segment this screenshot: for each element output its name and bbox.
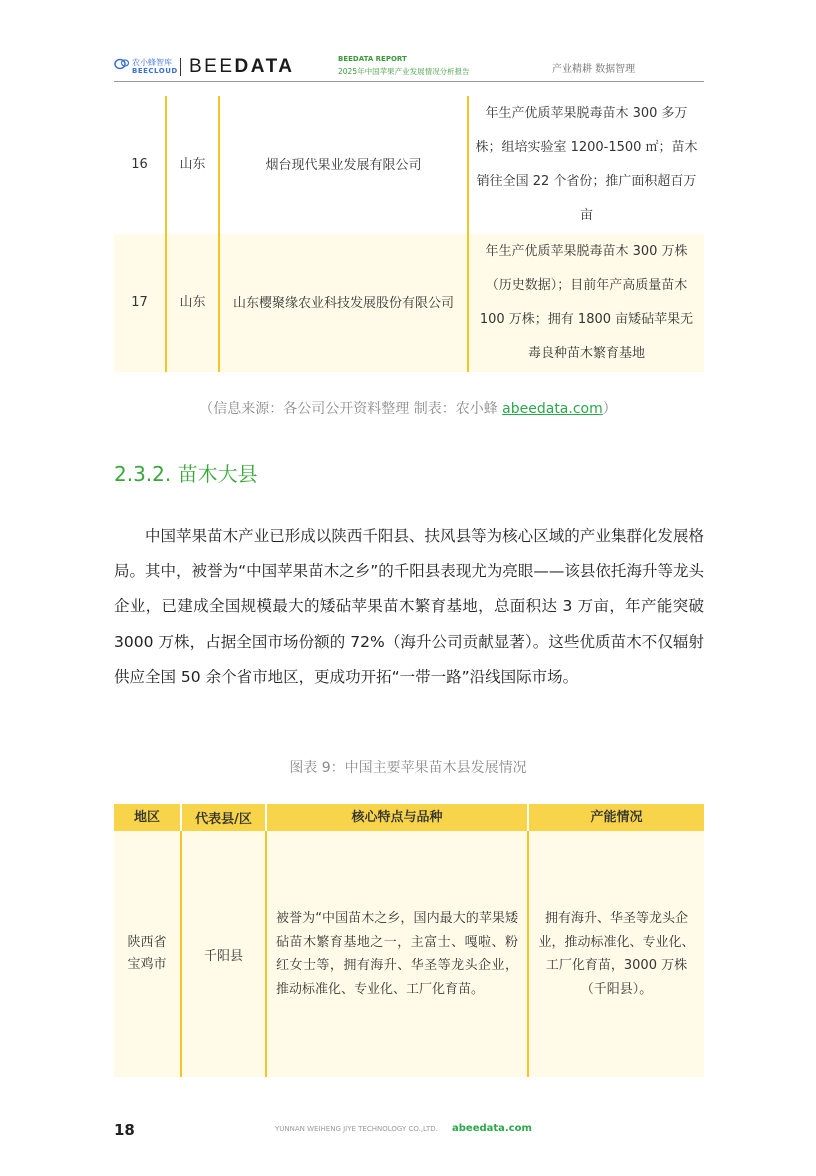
cell-capacity: 拥有海升、华圣等龙头企业，推动标准化、专业化、工厂化育苗，3000 万株（千阳县）。 <box>527 831 704 1077</box>
cell-features <box>265 831 527 1077</box>
row-description: 年生产优质苹果脱毒苗木 300 万株（历史数据）；目前年产高质量苗木 100 万株；拥有 1800 亩矮砧苹果无毒良种苗木繁育基地 <box>467 234 704 372</box>
table-header-row <box>114 804 704 831</box>
page-number: 18 <box>114 1121 135 1139</box>
logo-divider <box>180 58 181 76</box>
row-number: 16 <box>131 157 148 172</box>
header-region: 地区 <box>133 809 160 825</box>
table-source-note <box>0 398 816 418</box>
source-link[interactable]: abeedata.com <box>502 401 603 417</box>
header-divider <box>114 81 704 82</box>
table-row <box>114 234 704 372</box>
report-title-cn: 2025年中国苹果产业发展情况分析报告 <box>338 67 470 76</box>
row-company: 山东樱聚缘农业科技发展股份有限公司 <box>218 234 467 372</box>
county-table <box>114 804 704 1077</box>
row-province: 山东 <box>165 96 218 234</box>
report-title-en: BEEDATA REPORT <box>338 55 407 63</box>
row-description: 年生产优质苹果脱毒苗木 300 多万株；组培实验室 1200-1500 ㎡；苗木销往全国 22 个省份；推广面积超百万亩 <box>467 96 704 234</box>
source-suffix: ） <box>602 401 617 417</box>
page-header <box>0 0 816 84</box>
header-features: 核心特点与品种 <box>265 804 527 831</box>
table-row <box>114 831 704 1077</box>
logo-cn-text: 农小蜂智库 <box>132 58 172 67</box>
header-capacity: 产能情况 <box>527 804 704 831</box>
section-heading: 2.3.2. 苗木大县 <box>114 462 258 486</box>
footer-website-link[interactable]: abeedata.com <box>452 1123 532 1134</box>
body-paragraph: 中国苹果苗木产业已形成以陕西千阳县、扶风县等为核心区域的产业集群化发展格局。其中，被誉为“中国苹果苗木之乡”的千阳县表现尤为亮眼——该县依托海升等龙头企业，已建成全国规模最大的矮砧苹果苗木繁育基地，总面积达 3 万亩，年产能突破 3000 万株，占据全国市场份额的 72%（海升公司贡献显著）。这些优质苗木不仅辐射供应全国 50 余个省市地区，更成功开拓“一带一路”沿线国际市场。 <box>114 527 704 686</box>
brand-suffix: DATA <box>234 56 295 77</box>
footer-company: YUNNAN WEIHENG JIYE TECHNOLOGY CO.,LTD. <box>275 1125 438 1133</box>
brand-wordmark <box>189 56 294 78</box>
table-row <box>114 96 704 234</box>
cell-region: 陕西省宝鸡市 <box>127 935 167 972</box>
cell-county: 千阳县 <box>180 831 265 1077</box>
logo-en-text: BEECLOUD <box>132 67 178 75</box>
company-table <box>114 96 704 372</box>
header-slogan: 产业精耕 数据智理 <box>552 64 636 75</box>
source-prefix: （信息来源：各公司公开资料整理 制表：农小蜂 <box>199 401 503 417</box>
row-province: 山东 <box>165 234 218 372</box>
brand-prefix: BEE <box>189 56 235 77</box>
features-text: 被誉为“中国苗木之乡，国内最大的苹果矮砧苗木繁育基地之一，主富士、嘎啦、粉红女士等，拥有海升、华圣等龙头企业，推动标准化、专业化、工厂化育苗。 <box>276 911 518 997</box>
bee-logo-icon <box>114 57 130 71</box>
figure-caption: 图表 9：中国主要苹果苗木县发展情况 <box>289 760 527 776</box>
header-county: 代表县/区 <box>180 804 265 831</box>
row-number: 17 <box>131 295 148 310</box>
row-company: 烟台现代果业发展有限公司 <box>218 96 467 234</box>
